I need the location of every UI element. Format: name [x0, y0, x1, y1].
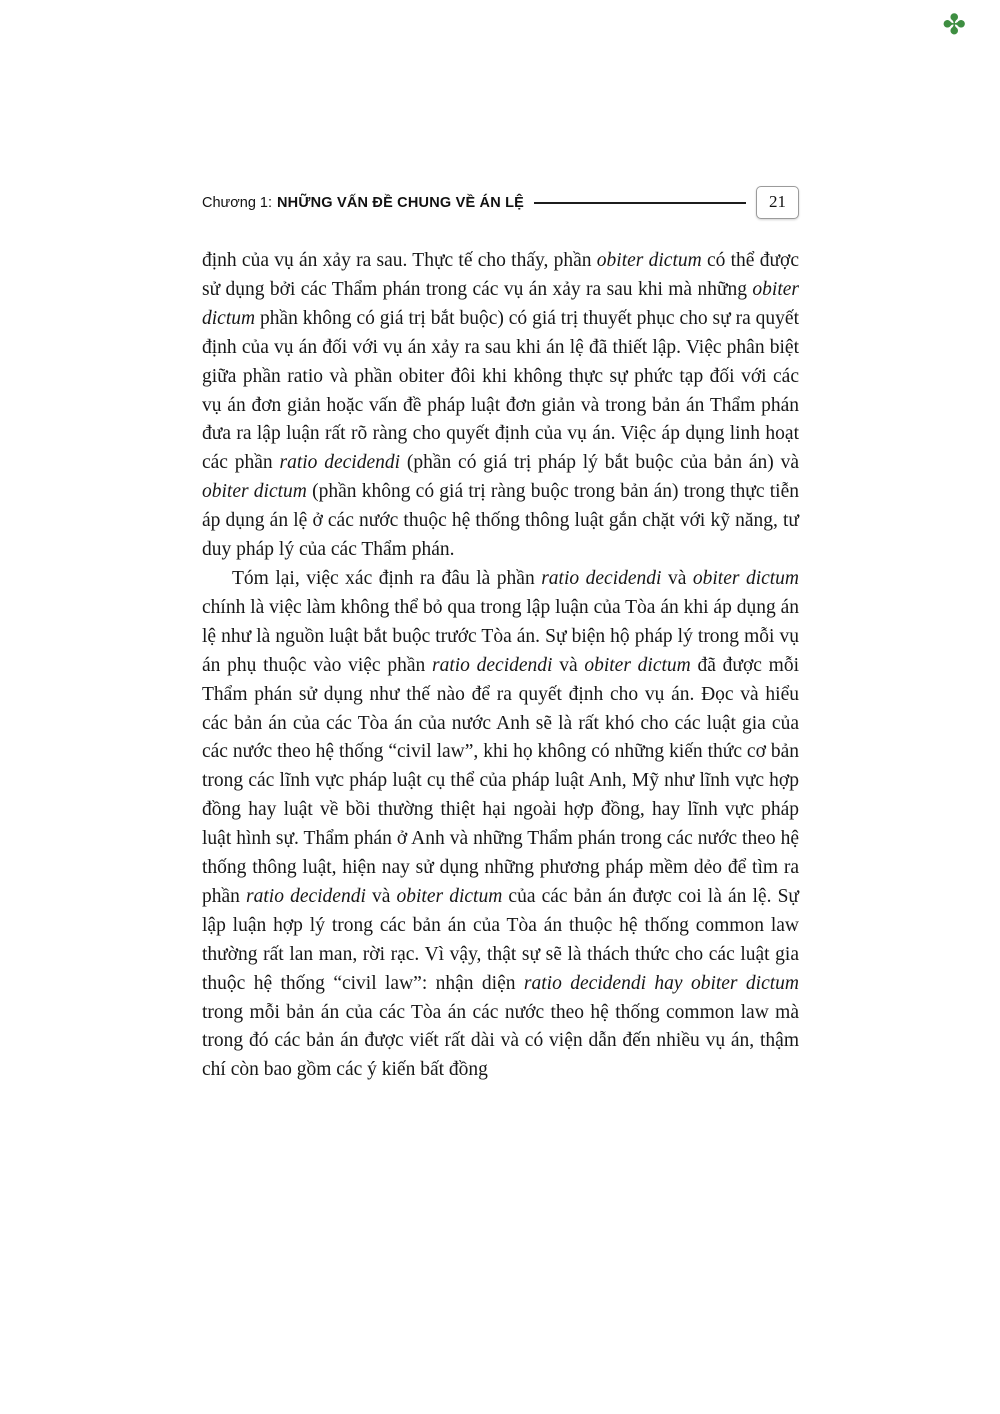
- page-content: [202, 186, 799, 1085]
- paragraph-1: định của vụ án xảy ra sau. Thực tế cho thấy, phần obiter dictum có thể được sử dụng bởi các Thẩm phán trong các vụ án xảy ra sau khi mà những obiter dictum phần không có giá trị bắt buộc) có giá trị thuyết phục cho sự ra quyết định của vụ án đối với vụ án xảy ra sau khi án lệ đã thiết lập. Việc phân biệt giữa phần ratio và phần obiter đôi khi không thực sự phức tạp đối với các vụ án đơn giản hoặc vấn đề pháp luật đơn giản và trong bản án Thẩm phán đưa ra lập luận rất rõ ràng cho quyết định của vụ án. Việc áp dụng linh hoạt các phần ratio decidendi (phần có giá trị pháp lý bắt buộc của bản án) và obiter dictum (phần không có giá trị ràng buộc trong bản án) trong thực tiễn áp dụng án lệ ở các nước thuộc hệ thống thông luật gắn chặt với kỹ năng, tư duy pháp lý của các Thẩm phán.: [202, 250, 800, 561]
- page-number-badge: [756, 186, 799, 219]
- body-text: [202, 247, 799, 1085]
- chapter-label: Chương 1:: [202, 194, 273, 211]
- paragraph-2: Tóm lại, việc xác định ra đâu là phần ratio decidendi và obiter dictum chính là việc làm không thể bỏ qua trong lập luận của Tòa án khi áp dụng án lệ như là nguồn luật bắt buộc trước Tòa án. Sự biện hộ pháp lý trong mỗi vụ án phụ thuộc vào việc phần ratio decidendi và obiter dictum đã được mỗi Thẩm phán sử dụng như thế nào để ra quyết định cho vụ án. Đọc và hiểu các bản án của các Tòa án của nước Anh sẽ là rất khó cho các luật gia của các nước theo hệ thống “civil law”, khi họ không có những kiến thức cơ bản trong các lĩnh vực pháp luật cụ thể của pháp luật Anh, Mỹ như lĩnh vực hợp đồng hay luật về bồi thường thiệt hại ngoài hợp đồng, hay lĩnh vực pháp luật hình sự. Thẩm phán ở Anh và những Thẩm phán trong các nước theo hệ thống thông luật, hiện nay sử dụng những phương pháp mềm dẻo để tìm ra phần ratio decidendi và obiter dictum của các bản án được coi là án lệ. Sự lập luận hợp lý trong các bản án của Tòa án thuộc hệ thống common law thường rất lan man, rời rạc. Vì vậy, thật sự sẽ là thách thức cho các luật gia thuộc hệ thống “civil law”: nhận diện ratio decidendi hay obiter dictum trong mỗi bản án của các Tòa án các nước theo hệ thống common law mà trong đó các bản án được viết rất dài và có viện dẫn đến nhiều vụ án, thậm chí còn bao gồm các ý kiến bất đồng: [202, 567, 800, 1081]
- page-header: [202, 186, 799, 219]
- page-number: 21: [769, 192, 786, 211]
- header-rule: [534, 202, 746, 204]
- clover-icon: ✤: [942, 10, 966, 41]
- chapter-title: NHỮNG VẤN ĐỀ CHUNG VỀ ÁN LỆ: [277, 194, 525, 211]
